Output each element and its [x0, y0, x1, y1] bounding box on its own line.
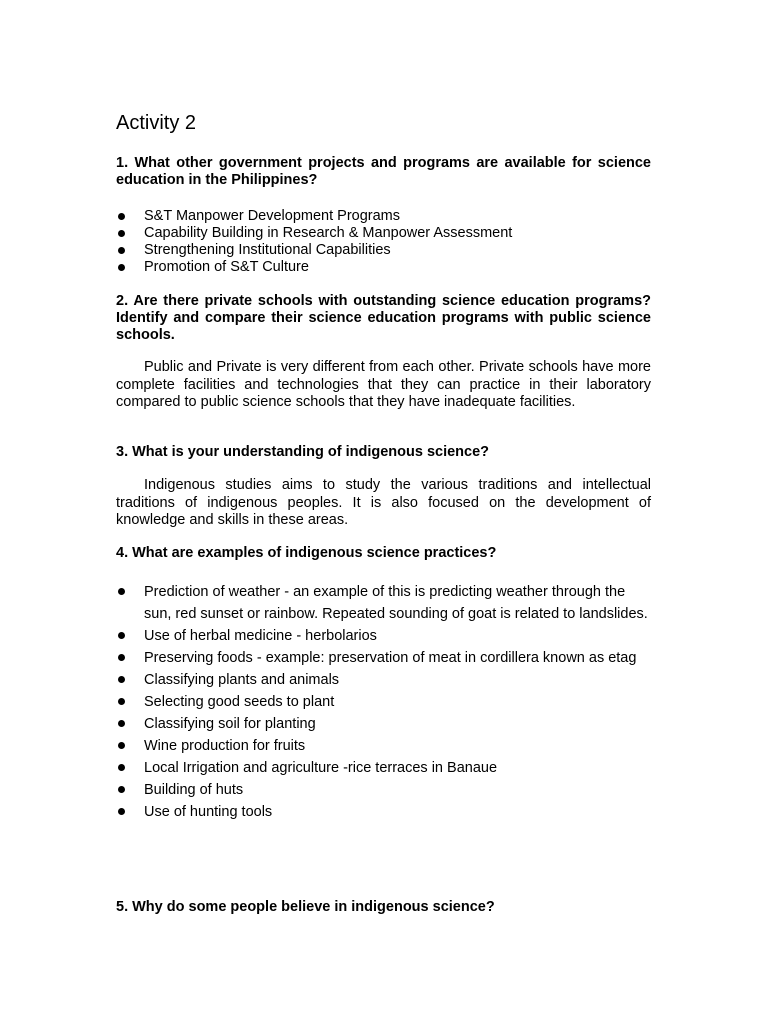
question-4-list	[116, 581, 651, 823]
question-5-section	[116, 899, 651, 916]
list-item-text: Selecting good seeds to plant	[144, 694, 335, 710]
question-1-section	[116, 155, 651, 189]
list-item	[116, 757, 651, 779]
list-item	[116, 242, 651, 259]
list-item	[116, 735, 651, 757]
question-1-list	[116, 208, 651, 276]
list-item	[116, 225, 651, 242]
list-item	[116, 779, 651, 801]
question-2: 2. Are there private schools with outstanding science education programs? Identify and compare their science education programs with public science schools.	[116, 293, 651, 343]
list-item-text: Wine production for fruits	[144, 738, 306, 754]
list-item	[116, 691, 651, 713]
list-item-text: Use of herbal medicine - herbolarios	[144, 628, 377, 644]
list-item	[116, 669, 651, 691]
list-item	[116, 259, 651, 276]
list-item-text: Promotion of S&T Culture	[144, 259, 309, 275]
list-item-text: Local Irrigation and agriculture -rice terraces in Banaue	[144, 760, 498, 776]
bullet-icon	[118, 676, 125, 683]
question-1: 1. What other government projects and programs are available for science education in the Philippines?	[116, 155, 651, 188]
list-item-text: Classifying plants and animals	[144, 672, 340, 688]
question-2-section	[116, 293, 651, 344]
list-item	[116, 208, 651, 225]
bullet-icon	[118, 786, 125, 793]
bullet-icon	[118, 264, 125, 271]
question-4-section	[116, 545, 651, 562]
list-item	[116, 801, 651, 823]
answer-2-section	[116, 359, 651, 412]
list-item-text: Preserving foods - example: preservation of meat in cordillera known as etag	[144, 650, 637, 666]
list-item-text: Prediction of weather - an example of this is predicting weather through the sun, red sunset or rainbow. Repeated sounding of goat is related to landslides.	[144, 584, 648, 622]
bullet-icon	[118, 742, 125, 749]
bullet-icon	[118, 764, 125, 771]
list-item-text: Strengthening Institutional Capabilities	[144, 242, 391, 258]
answer-2: Public and Private is very different from each other. Private schools have more complete facilities and technologies that they can practice in their laboratory compared to public science schools that they have inadequate facilities.	[116, 359, 651, 410]
answer-3-section	[116, 477, 651, 530]
question-3-section	[116, 444, 651, 461]
page-title: Activity 2	[116, 112, 197, 134]
list-item-text: Building of huts	[144, 782, 244, 798]
question-3: 3. What is your understanding of indigenous science?	[116, 444, 490, 460]
answer-3: Indigenous studies aims to study the various traditions and intellectual traditions of indigenous peoples. It is also focused on the development of knowledge and skills in these areas.	[116, 477, 651, 528]
bullet-icon	[118, 698, 125, 705]
question-4-list-section	[116, 581, 651, 823]
bullet-icon	[118, 230, 125, 237]
bullet-icon	[118, 808, 125, 815]
bullet-icon	[118, 654, 125, 661]
list-item	[116, 625, 651, 647]
question-4: 4. What are examples of indigenous science practices?	[116, 545, 497, 561]
bullet-icon	[118, 213, 125, 220]
list-item-text: Capability Building in Research & Manpower Assessment	[144, 225, 513, 241]
bullet-icon	[118, 720, 125, 727]
question-5: 5. Why do some people believe in indigenous science?	[116, 899, 495, 915]
list-item	[116, 581, 651, 625]
question-1-list-section	[116, 208, 651, 276]
list-item	[116, 713, 651, 735]
list-item-text: Classifying soil for planting	[144, 716, 316, 732]
list-item	[116, 647, 651, 669]
bullet-icon	[118, 588, 125, 595]
list-item-text: Use of hunting tools	[144, 804, 273, 820]
bullet-icon	[118, 247, 125, 254]
list-item-text: S&T Manpower Development Programs	[144, 208, 401, 224]
bullet-icon	[118, 632, 125, 639]
